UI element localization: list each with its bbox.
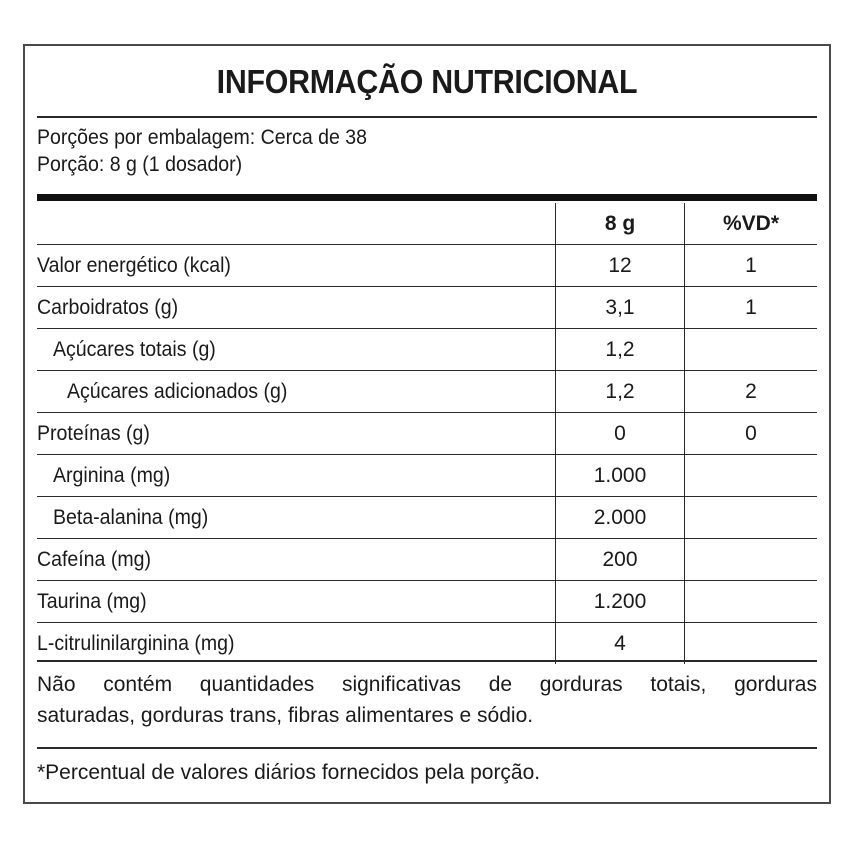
portion-size: Porção: 8 g (1 dosador)	[37, 153, 243, 176]
nutrient-dv	[685, 539, 818, 581]
table-row	[37, 287, 817, 329]
serving-info	[37, 124, 392, 178]
nutrient-dv: 1	[685, 245, 818, 287]
table-row	[37, 371, 817, 413]
nutrient-name	[37, 581, 556, 623]
nutrient-amount: 1.000	[556, 455, 685, 497]
note-line-1: Não contém quantidades significativas de gorduras totais, gorduras	[37, 673, 817, 696]
nutrient-name-text: Açúcares adicionados (g)	[67, 379, 288, 403]
nutrient-amount: 200	[556, 539, 685, 581]
nutrient-amount: 1,2	[556, 329, 685, 371]
table-header-row	[37, 203, 817, 245]
nutrient-name-text: Açúcares totais (g)	[53, 337, 216, 361]
nutrient-name-text: Cafeína (mg)	[37, 547, 151, 571]
nutrient-name	[37, 539, 556, 581]
nutrient-dv	[685, 623, 818, 665]
header-nutrient	[37, 203, 556, 245]
label-content	[37, 46, 817, 802]
nutrient-name-text: Carboidratos (g)	[37, 295, 179, 319]
nutrient-dv	[685, 329, 818, 371]
nutrient-name	[37, 413, 556, 455]
nutrient-amount: 0	[556, 413, 685, 455]
table-row	[37, 455, 817, 497]
nutrient-dv: 2	[685, 371, 818, 413]
nutrition-facts-label	[23, 44, 831, 804]
nutrient-name-text: Beta-alanina (mg)	[53, 505, 209, 529]
table-row	[37, 413, 817, 455]
nutrient-amount: 4	[556, 623, 685, 665]
nutrient-amount: 1.200	[556, 581, 685, 623]
nutrient-name	[37, 329, 556, 371]
nutrient-dv: 1	[685, 287, 818, 329]
title-divider	[37, 116, 817, 118]
nutrient-name-text: Valor energético (kcal)	[37, 253, 231, 277]
nutrient-amount: 3,1	[556, 287, 685, 329]
nutrient-amount: 12	[556, 245, 685, 287]
not-significant-note	[37, 669, 817, 731]
note-line-2: saturadas, gorduras trans, fibras alimentares e sódio.	[37, 704, 534, 727]
note-divider	[37, 747, 817, 749]
table-row	[37, 539, 817, 581]
nutrient-dv	[685, 581, 818, 623]
nutrient-name	[37, 455, 556, 497]
table-bottom-divider	[37, 660, 817, 662]
label-title: INFORMAÇÃO NUTRICIONAL	[216, 63, 638, 100]
nutrient-name-text: Arginina (mg)	[53, 463, 171, 487]
nutrient-name	[37, 287, 556, 329]
nutrient-name-text: Taurina (mg)	[37, 589, 147, 613]
nutrient-amount: 1,2	[556, 371, 685, 413]
nutrient-name-text: L-citrulinilarginina (mg)	[37, 631, 235, 655]
table-row	[37, 245, 817, 287]
nutrient-name	[37, 623, 556, 665]
dv-footnote: *Percentual de valores diários fornecidos pela porção.	[37, 761, 541, 784]
nutrition-table	[37, 203, 817, 664]
nutrient-name	[37, 245, 556, 287]
nutrition-rows	[37, 245, 817, 665]
header-amount: 8 g	[556, 203, 685, 245]
nutrient-dv	[685, 497, 818, 539]
nutrient-dv: 0	[685, 413, 818, 455]
table-row	[37, 623, 817, 665]
table-row	[37, 329, 817, 371]
serving-divider	[37, 194, 817, 201]
table-row	[37, 497, 817, 539]
nutrient-name-text: Proteínas (g)	[37, 421, 150, 445]
nutrient-name	[37, 497, 556, 539]
nutrient-name	[37, 371, 556, 413]
header-dv: %VD*	[685, 203, 818, 245]
portions-per-package: Porções por embalagem: Cerca de 38	[37, 126, 368, 149]
table-row	[37, 581, 817, 623]
nutrient-amount: 2.000	[556, 497, 685, 539]
nutrient-dv	[685, 455, 818, 497]
